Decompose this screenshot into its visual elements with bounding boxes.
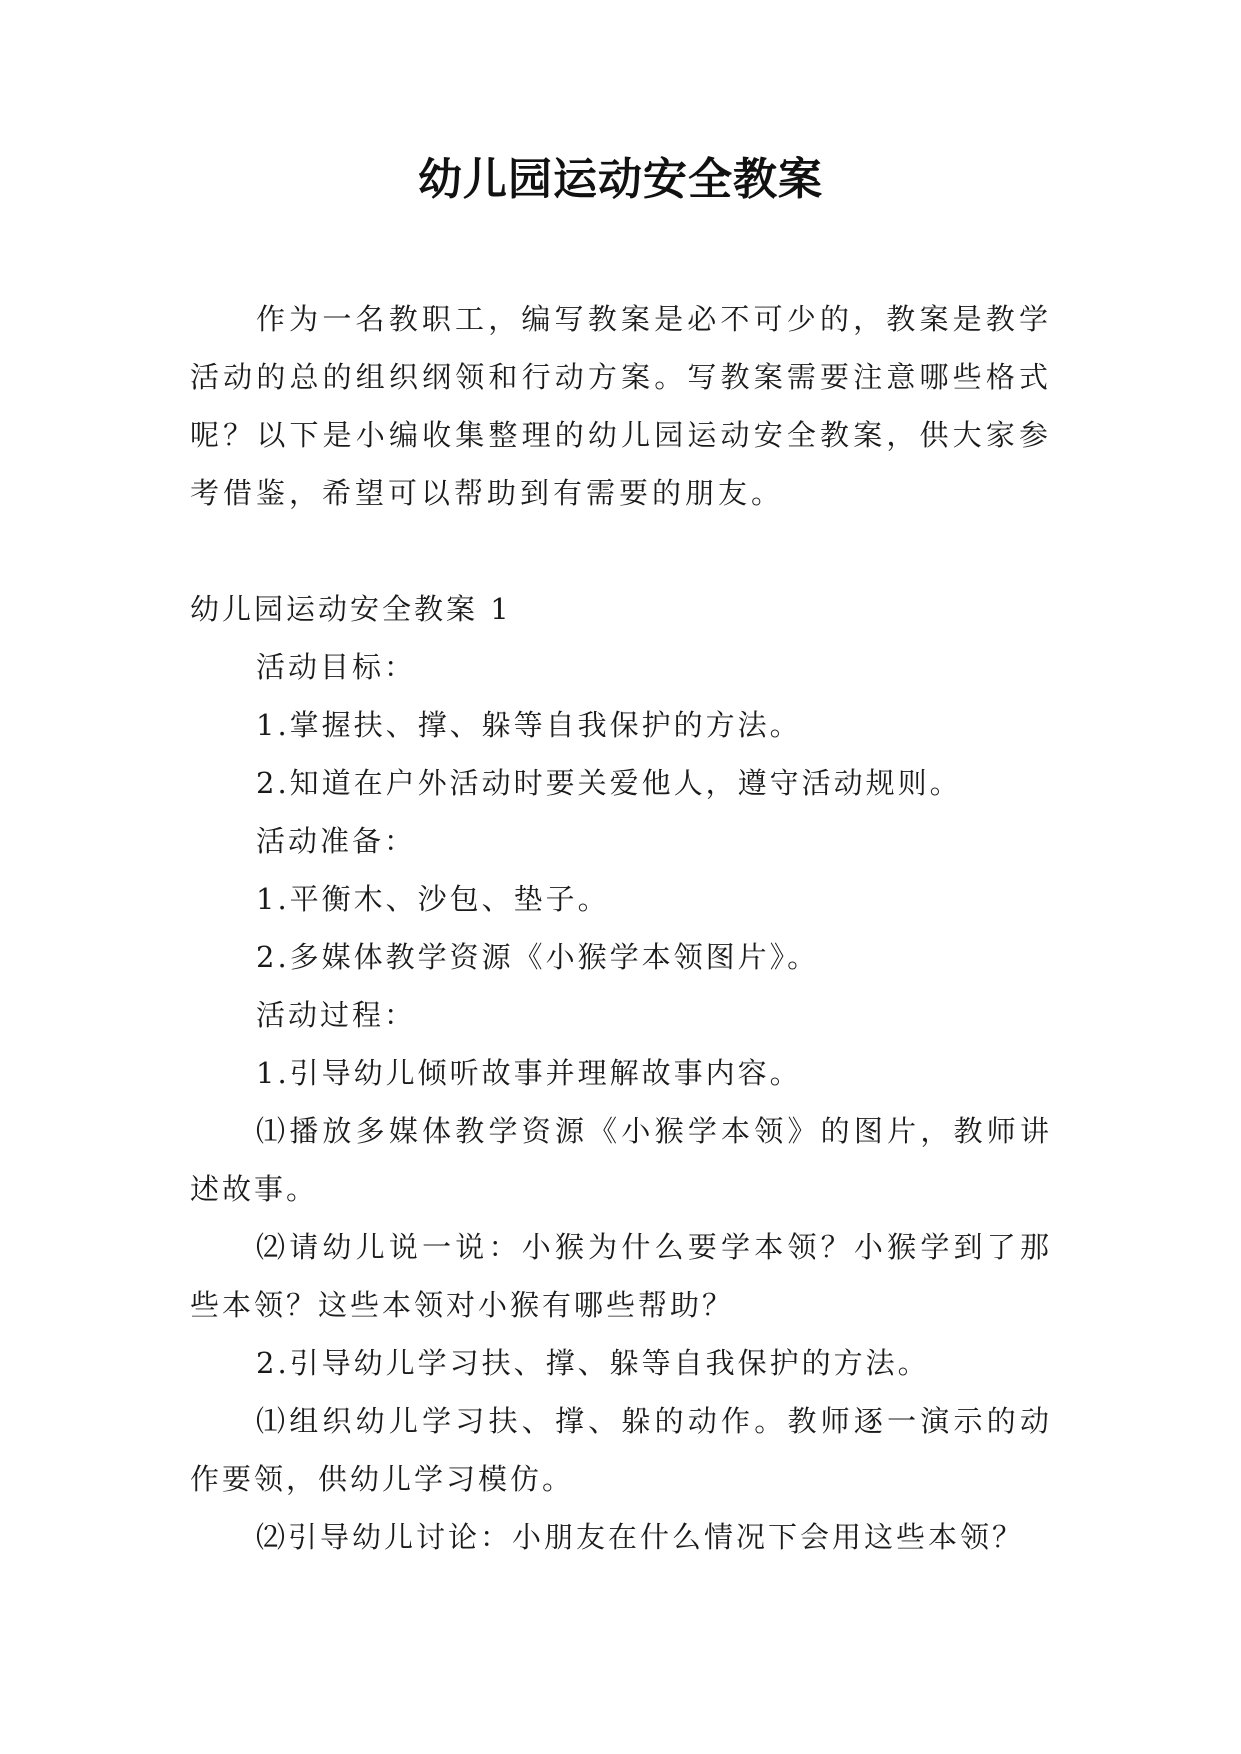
paragraph-process-2-b: ⑵引导幼儿讨论：小朋友在什么情况下会用这些本领？ (256, 1520, 1025, 1554)
paragraph-process-2-a: ⑴组织幼儿学习扶、撑、躲的动作。教师逐一演示的动作要领，供幼儿学习模仿。 (190, 1404, 1052, 1496)
paragraph-preparation-1: 1.平衡木、沙包、垫子。 (256, 882, 610, 916)
paragraph-activity-goals: 活动目标： (256, 650, 417, 684)
document-title: 幼儿园运动安全教案 (418, 154, 823, 205)
paragraph-process-2: 2.引导幼儿学习扶、撑、躲等自我保护的方法。 (256, 1346, 930, 1380)
paragraph-activity-process: 活动过程： (256, 998, 417, 1032)
paragraph-process-1: 1.引导幼儿倾听故事并理解故事内容。 (256, 1056, 802, 1090)
intro-paragraph: 作为一名教职工，编写教案是必不可少的，教案是教学活动的总的组织纲领和行动方案。写教案需要注意哪些格式呢？以下是小编收集整理的幼儿园运动安全教案，供大家参考借鉴，希望可以帮助到有需要的朋友。 (190, 302, 1052, 510)
paragraph-activity-preparation: 活动准备： (256, 824, 417, 858)
paragraph-process-1-b: ⑵请幼儿说一说：小猴为什么要学本领？小猴学到了那些本领？这些本领对小猴有哪些帮助？ (190, 1230, 1052, 1322)
section-heading: 幼儿园运动安全教案 1 (190, 592, 512, 626)
paragraph-goal-2: 2.知道在户外活动时要关爱他人，遵守活动规则。 (256, 766, 962, 800)
paragraph-process-1-a: ⑴播放多媒体教学资源《小猴学本领》的图片，教师讲述故事。 (190, 1114, 1052, 1206)
paragraph-goal-1: 1.掌握扶、撑、躲等自我保护的方法。 (256, 708, 802, 742)
paragraph-preparation-2: 2.多媒体教学资源《小猴学本领图片》。 (256, 940, 820, 974)
document-body (190, 580, 1052, 1566)
